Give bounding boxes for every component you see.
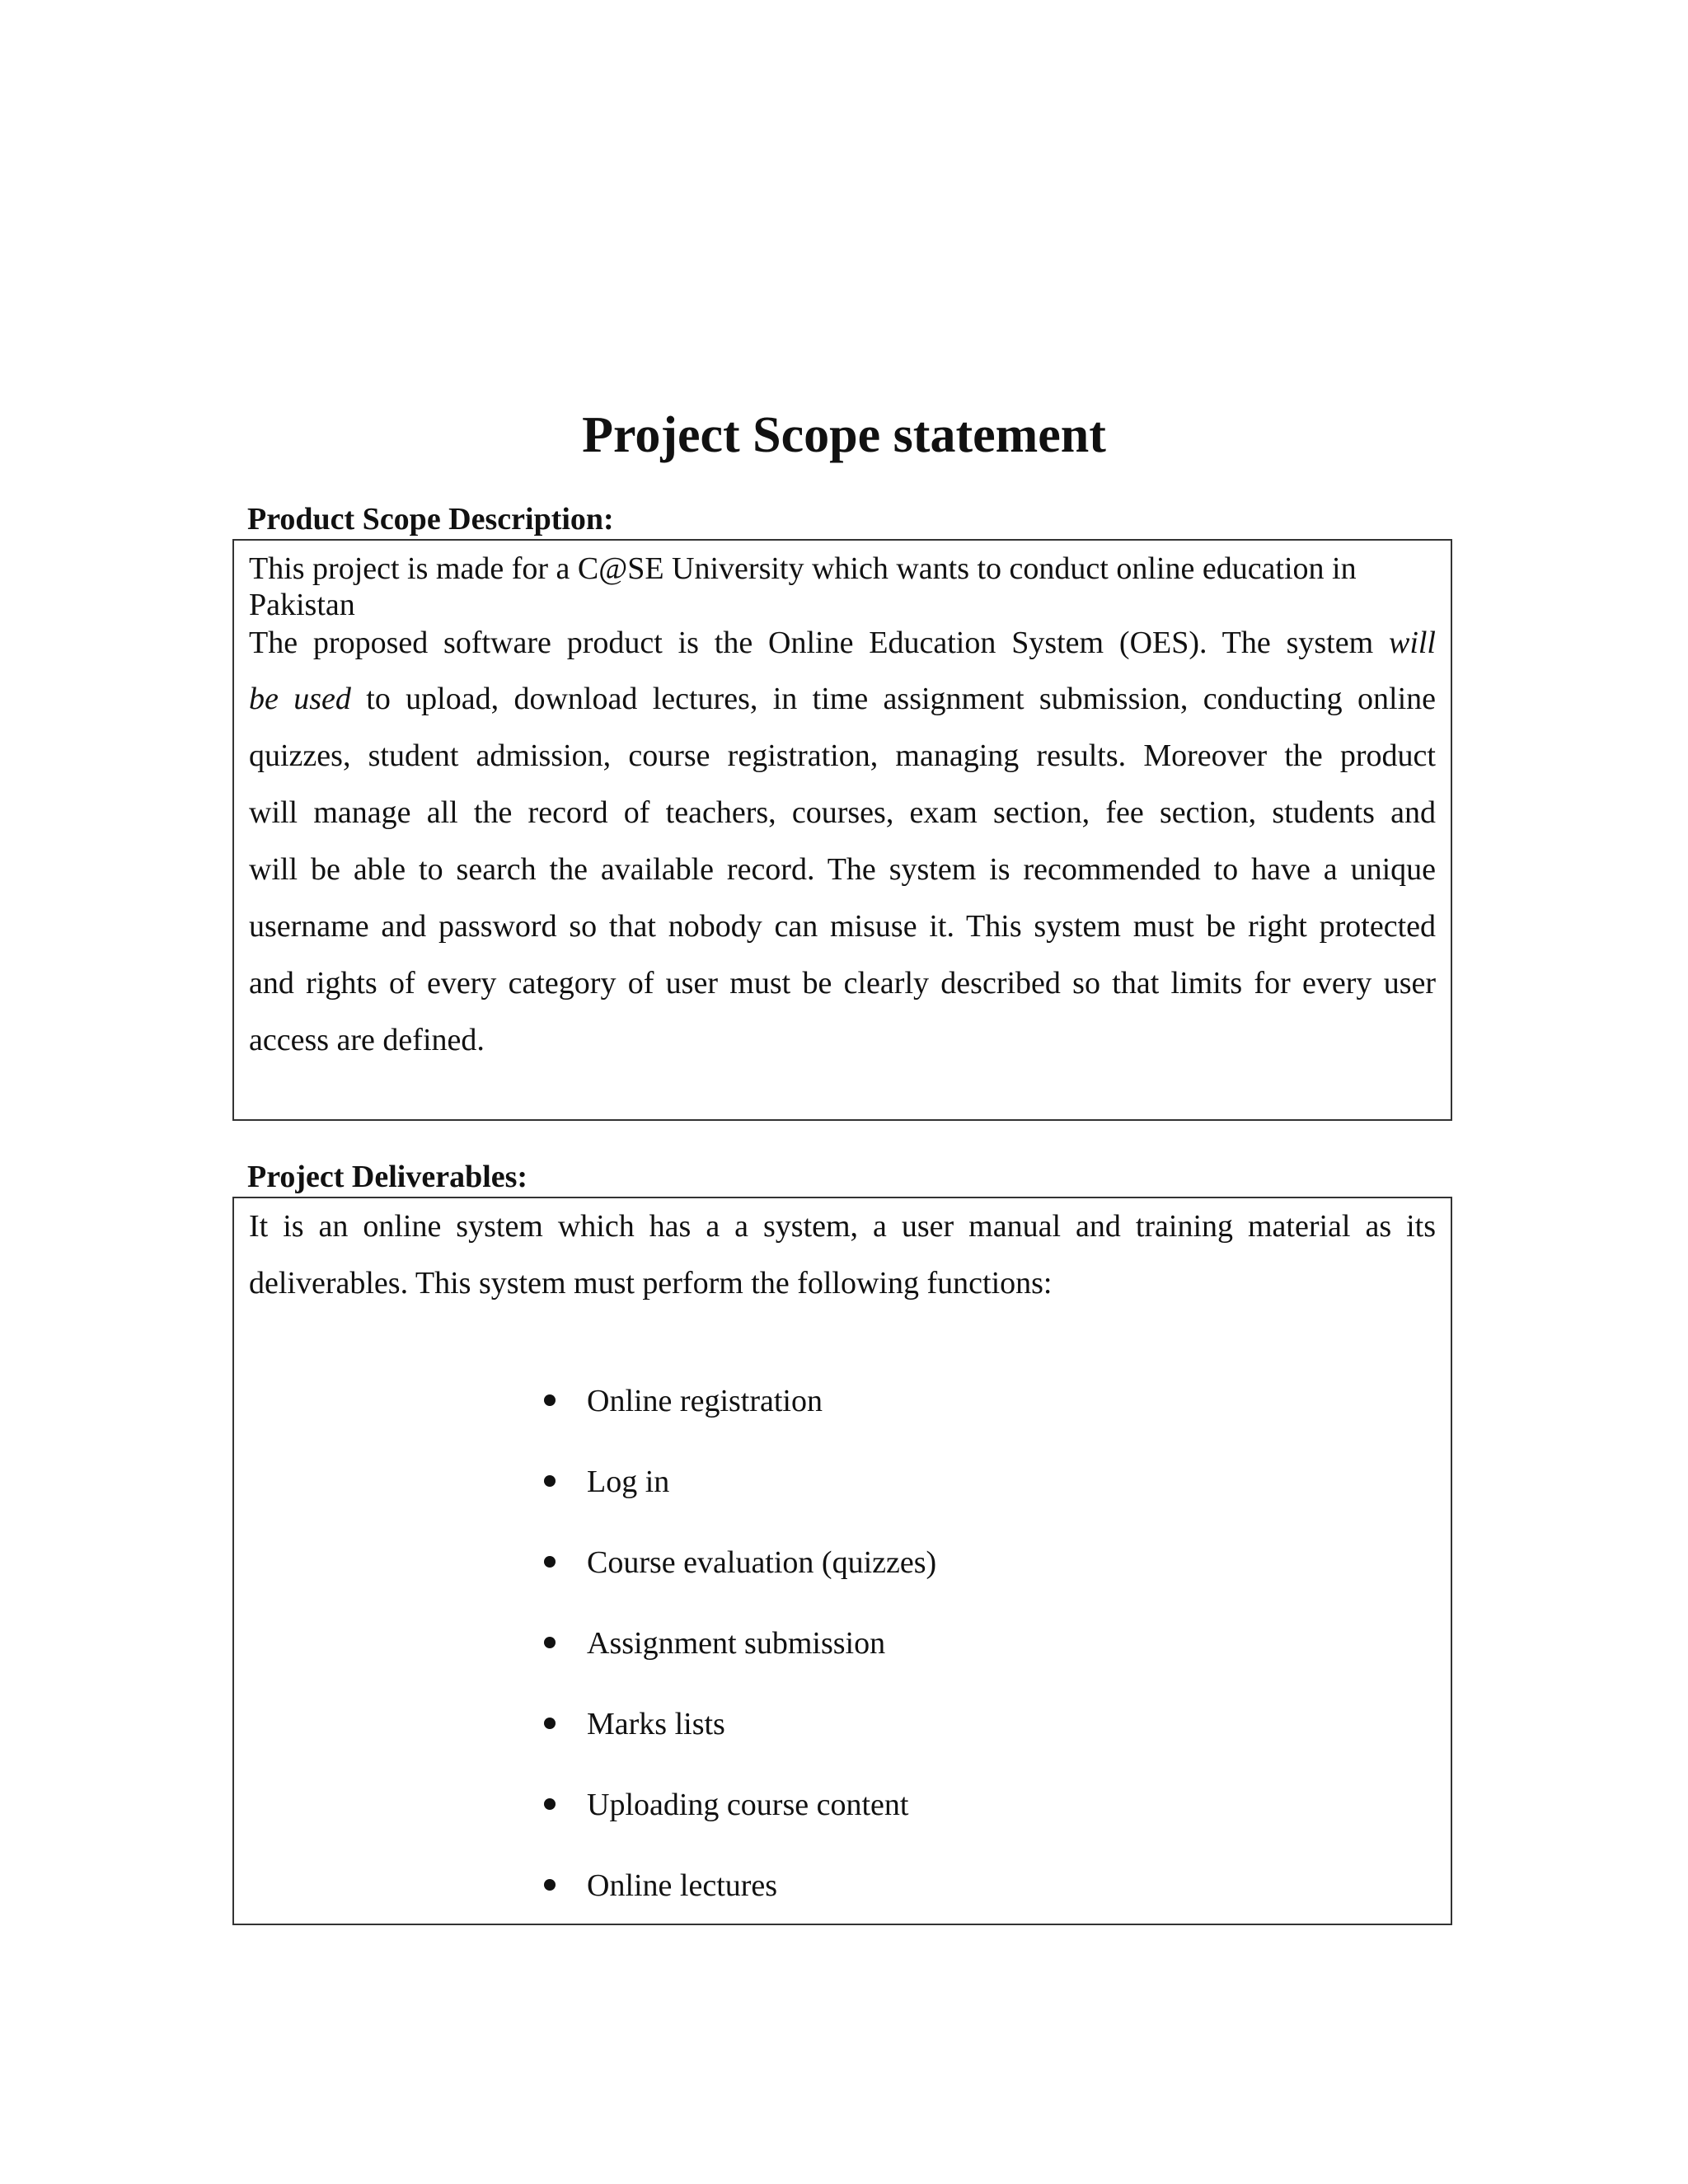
- list-item: Course evaluation (quizzes): [587, 1544, 936, 1581]
- bullet-icon: [544, 1556, 556, 1568]
- list-item: Online lectures: [587, 1868, 777, 1904]
- deliverables-heading: Project Deliverables:: [247, 1160, 528, 1194]
- list-item: Online registration: [587, 1383, 823, 1419]
- deliverables-box: [232, 1197, 1452, 1925]
- bullet-icon: [544, 1475, 556, 1487]
- scope-line-2: Pakistan: [249, 588, 355, 622]
- scope-line-5: quizzes, student admission, course registration, managing results. Moreover the product: [249, 738, 1436, 773]
- scope-line-3: The proposed software product is the Online Education System (OES). The system will: [249, 626, 1436, 660]
- bullet-icon: [544, 1879, 556, 1891]
- list-item: Log in: [587, 1464, 669, 1500]
- list-item: Assignment submission: [587, 1625, 885, 1661]
- scope-line-7: will be able to search the available record. The system is recommended to have a unique: [249, 852, 1436, 887]
- bullet-icon: [544, 1798, 556, 1810]
- list-item: Uploading course content: [587, 1787, 908, 1823]
- scope-line-10: access are defined.: [249, 1023, 485, 1057]
- scope-line-1: This project is made for a C@SE University which wants to conduct online education in: [249, 551, 1357, 586]
- bullet-icon: [544, 1718, 556, 1729]
- deliverables-intro-line-1: It is an online system which has a a system, a user manual and training material as its: [249, 1209, 1436, 1244]
- product-scope-box: [232, 539, 1452, 1121]
- product-scope-heading: Product Scope Description:: [247, 502, 614, 537]
- scope-line-6: will manage all the record of teachers, courses, exam section, fee section, students and: [249, 795, 1436, 830]
- list-item: Marks lists: [587, 1706, 725, 1742]
- scope-line-9: and rights of every category of user must be clearly described so that limits for every user: [249, 966, 1436, 1001]
- bullet-icon: [544, 1394, 556, 1406]
- scope-line-8: username and password so that nobody can misuse it. This system must be right protected: [249, 909, 1436, 944]
- scope-line-4: be used to upload, download lectures, in time assignment submission, conducting online: [249, 682, 1436, 716]
- page-title: Project Scope statement: [582, 407, 1106, 463]
- deliverables-intro-line-2: deliverables. This system must perform the following functions:: [249, 1266, 1053, 1301]
- bullet-icon: [544, 1637, 556, 1648]
